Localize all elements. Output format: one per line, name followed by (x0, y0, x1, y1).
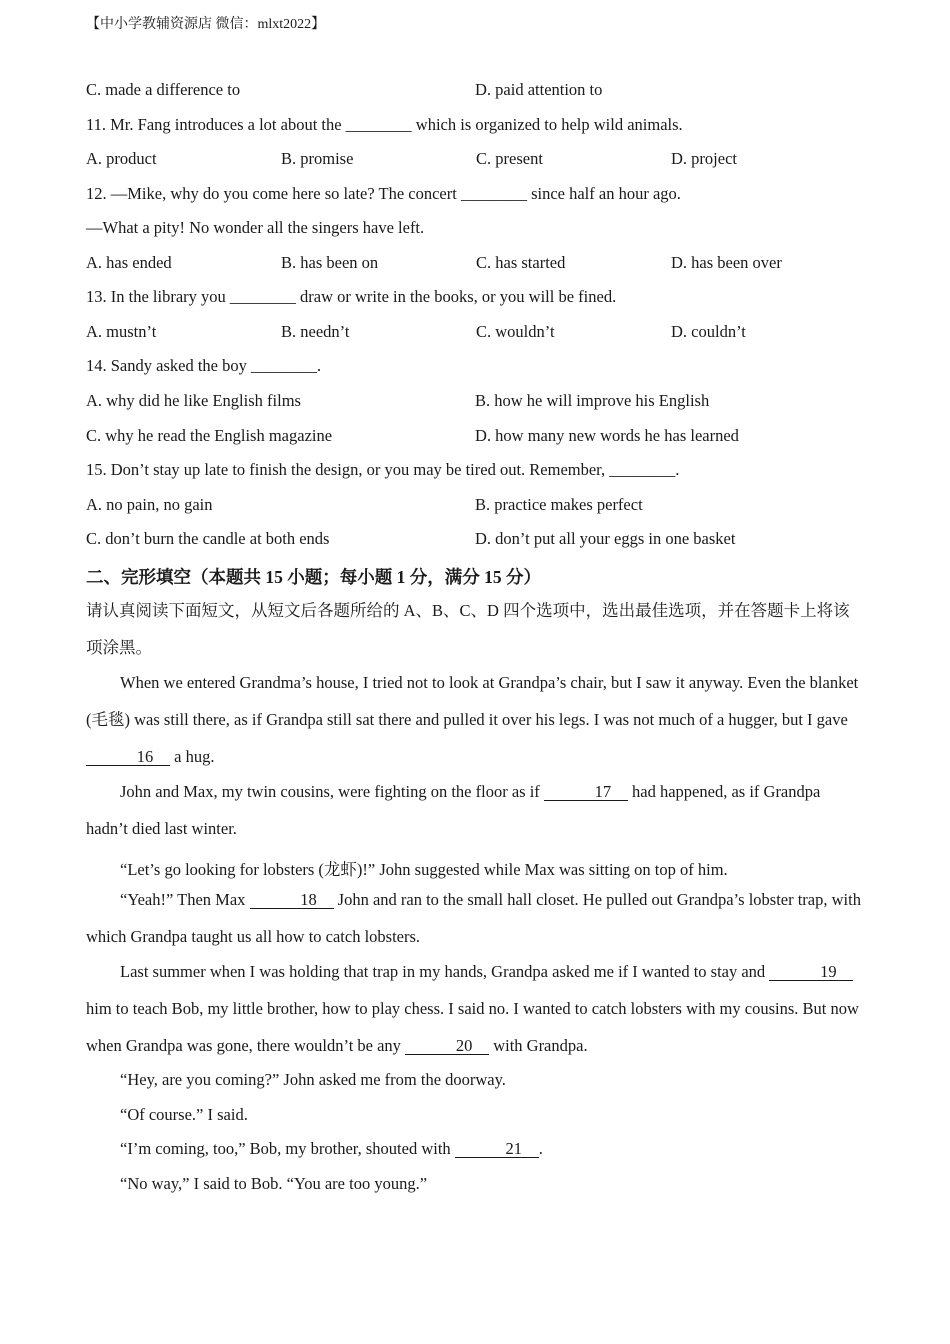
q13-option-b: B. needn’t (281, 322, 350, 341)
passage-paragraph-7: “Of course.” I said. (120, 1105, 248, 1124)
page-header-watermark: 【中小学教辅资源店 微信：mlxt2022】 (86, 17, 326, 32)
passage-paragraph-3: “Let’s go looking for lobsters (龙虾)!” John suggested while Max was sitting on top of him. (120, 860, 728, 879)
passage-text: “I’m coming, too,” Bob, my brother, shouted with (120, 1139, 455, 1158)
passage-text: When we entered Grandma’s house, I tried not to look at Grandpa’s chair, but I saw it anyway. Even the blanket (毛毯) was still there, as if Grandpa still sat there and pulled it over his legs. I was not much of a hugger, but I gave (86, 673, 859, 729)
passage-text: “Yeah!” Then Max (120, 890, 250, 909)
passage-text: with Grandpa. (489, 1036, 588, 1055)
passage-paragraph-6: “Hey, are you coming?” John asked me from the doorway. (120, 1070, 506, 1089)
q15-options-row1 (86, 495, 866, 515)
q15-option-d: D. don’t put all your eggs in one basket (475, 529, 736, 548)
q15-option-a: A. no pain, no gain (86, 495, 213, 514)
q13-stem: 13. In the library you ________ draw or write in the books, or you will be fined. (86, 287, 617, 306)
q14-option-b: B. how he will improve his English (475, 391, 710, 410)
q14-stem: 14. Sandy asked the boy ________. (86, 356, 322, 375)
q15-option-c: C. don’t burn the candle at both ends (86, 529, 330, 548)
q12-option-a: A. has ended (86, 253, 172, 272)
passage-text: John and Max, my twin cousins, were fighting on the floor as if (120, 782, 544, 801)
q10-option-c: C. made a difference to (86, 80, 241, 99)
q13-option-d: D. couldn’t (671, 322, 746, 341)
blank-20: 20 (405, 1038, 489, 1055)
passage-paragraph-1 (86, 664, 866, 775)
q12-options (86, 253, 866, 273)
section2-title: 二、完形填空（本题共 15 小题；每小题 1 分，满分 15 分） (86, 567, 541, 587)
q12-option-b: B. has been on (281, 253, 379, 272)
q14-options-row2 (86, 426, 866, 446)
q15-options-row2 (86, 529, 866, 549)
section2-instruction: 请认真阅读下面短文，从短文后各题所给的 A、B、C、D 四个选项中，选出最佳选项，并在答题卡上将该项涂黑。 (86, 601, 850, 657)
blank-17: 17 (544, 784, 628, 801)
q14-option-a: A. why did he like English films (86, 391, 301, 410)
q12-option-c: C. has started (476, 253, 566, 272)
blank-16: 16 (86, 749, 170, 766)
q15-option-b: B. practice makes perfect (475, 495, 643, 514)
q11-option-a: A. product (86, 149, 157, 168)
q12-stem-reply: —What a pity! No wonder all the singers have left. (86, 218, 425, 237)
passage-paragraph-9: “No way,” I said to Bob. “You are too young.” (120, 1174, 428, 1193)
q13-option-a: A. mustn’t (86, 322, 157, 341)
q11-options (86, 149, 866, 169)
q14-option-c: C. why he read the English magazine (86, 426, 333, 445)
q11-option-b: B. promise (281, 149, 354, 168)
q15-stem: 15. Don’t stay up late to finish the design, or you may be tired out. Remember, ________. (86, 460, 680, 479)
passage-text: him to teach Bob, my little brother, how to play chess. I said no. I wanted to catch lobsters with my cousins. But now when Grandpa was gone, there wouldn’t be any (86, 999, 859, 1055)
q11-option-c: C. present (476, 149, 543, 168)
blank-18: 18 (250, 892, 334, 909)
passage-paragraph-2 (86, 773, 866, 847)
q12-stem: 12. —Mike, why do you come here so late? The concert ________ since half an hour ago. (86, 184, 681, 203)
passage-paragraph-5 (86, 953, 866, 1064)
passage-text: had happened, as if Grandpa hadn’t died last winter. (86, 782, 821, 838)
passage-text: . (538, 1139, 543, 1158)
q12-option-d: D. has been over (671, 253, 782, 272)
q13-option-c: C. wouldn’t (476, 322, 555, 341)
q10-option-d: D. paid attention to (475, 80, 603, 99)
passage-text: Last summer when I was holding that trap in my hands, Grandpa asked me if I wanted to stay and (120, 962, 770, 981)
q11-stem: 11. Mr. Fang introduces a lot about the ________ which is organized to help wild animals. (86, 115, 683, 134)
q11-option-d: D. project (671, 149, 737, 168)
passage-text: a hug. (170, 747, 215, 766)
q10-options-row2 (86, 80, 866, 100)
passage-paragraph-4 (86, 881, 866, 955)
q14-options-row1 (86, 391, 866, 411)
blank-21: 21 (455, 1141, 539, 1158)
q14-option-d: D. how many new words he has learned (475, 426, 739, 445)
q13-options (86, 322, 866, 342)
blank-19: 19 (769, 964, 853, 981)
passage-text: John and ran to the small hall closet. He pulled out Grandpa’s lobster trap, with which Grandpa taught us all how to catch lobsters. (86, 890, 861, 946)
passage-paragraph-8 (86, 1130, 866, 1167)
